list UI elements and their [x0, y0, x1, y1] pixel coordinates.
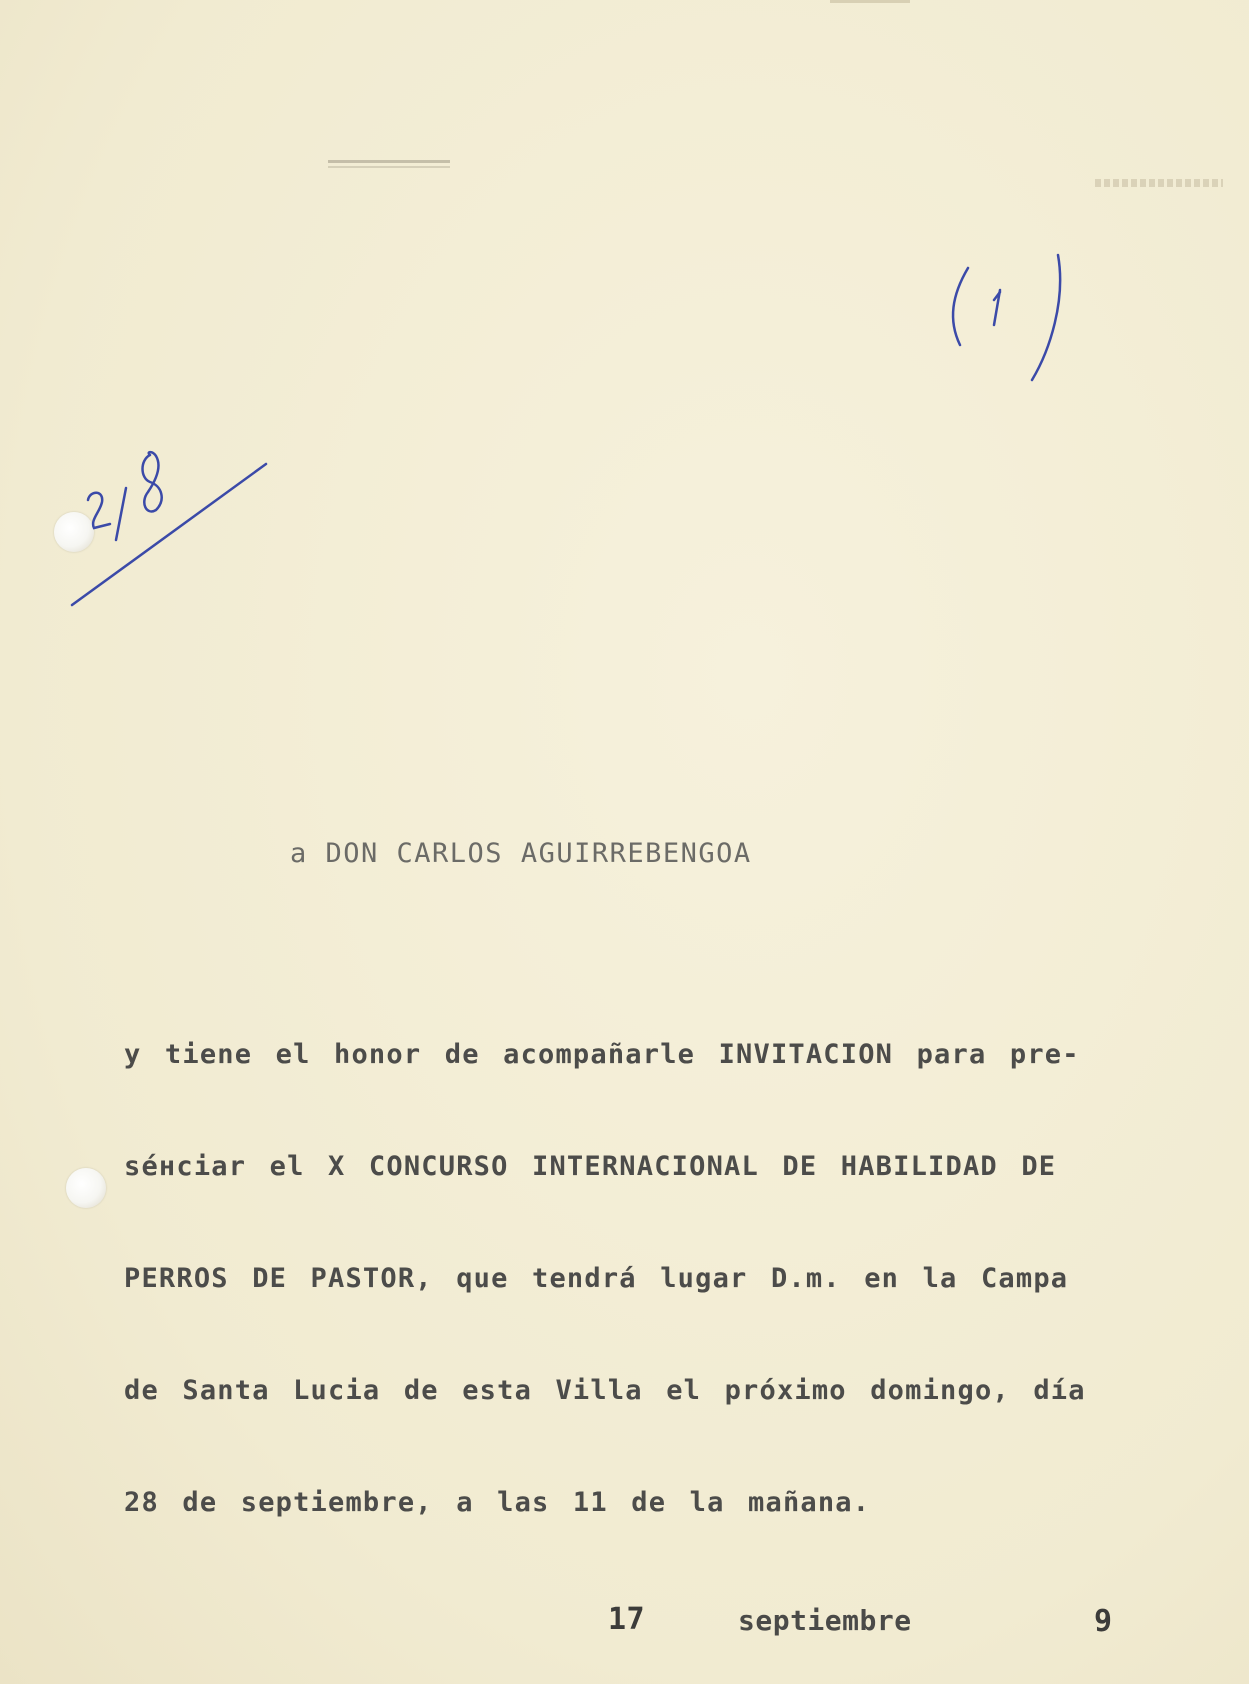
date-month: septiembre	[738, 1604, 912, 1637]
faint-typed-mark	[1095, 179, 1223, 187]
date-day: 17	[608, 1602, 646, 1637]
body-line-3: PERROS DE PASTOR, que tendrá lugar D.m. en la Campa	[124, 1263, 1069, 1294]
invitation-body	[124, 980, 1224, 1559]
top-rule-line	[328, 160, 450, 163]
body-line-5: 28 de septiembre, a las 11 de la mañana.	[124, 1487, 871, 1518]
body-line-4: de Santa Lucia de esta Villa el próximo domingo, día	[124, 1375, 1086, 1406]
top-edge-mark	[830, 0, 910, 3]
body-line-2: séнciar el X CONCURSO INTERNACIONAL DE HABILIDAD DE	[124, 1151, 1057, 1182]
date-year: 9	[1094, 1604, 1113, 1639]
body-line-1: y tiene el honor de acompañarle INVITACION para pre-	[124, 1039, 1080, 1070]
punch-hole-top	[54, 512, 94, 552]
punch-hole-bottom	[66, 1168, 106, 1208]
addressee-line: a DON CARLOS AGUIRREBENGOA	[290, 838, 752, 869]
top-rule-line-faint	[328, 166, 450, 168]
